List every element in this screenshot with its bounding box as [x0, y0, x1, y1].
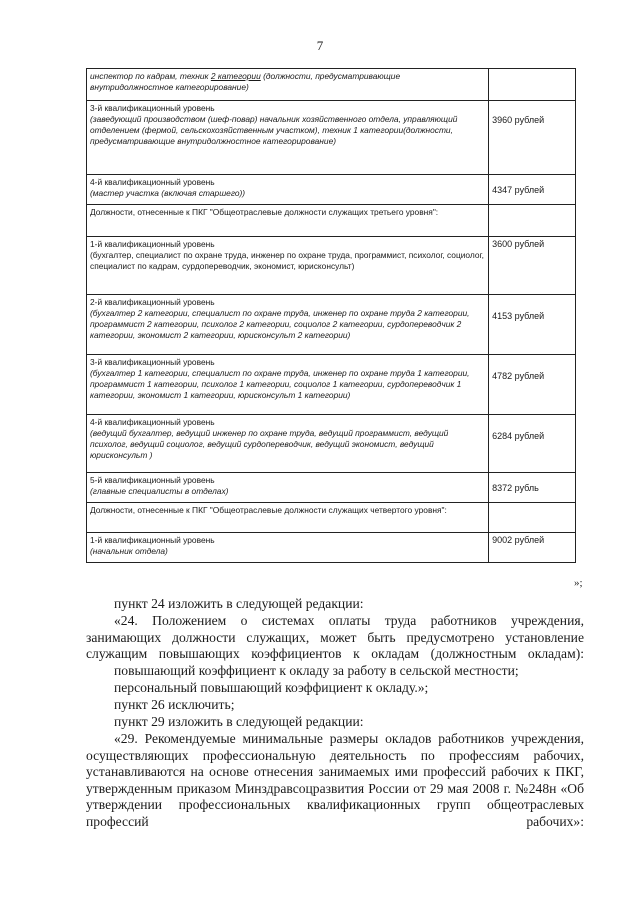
positions-text: (ведущий бухгалтер, ведущий инженер по охране труда, ведущий программист, ведущий психолог, ведущий социолог, ведущий сурдопереводчик, ведущий экономист, ведущий юрисконсульт ) [90, 428, 449, 461]
table-row [87, 415, 576, 473]
paragraph-coef-rural: повышающий коэффициент к окладу за работу в сельской местности; [114, 663, 519, 678]
salary-cell [489, 237, 576, 295]
salary-cell [489, 473, 576, 503]
salary-cell [489, 415, 576, 473]
qualification-level: 5-й квалификационный уровень [90, 475, 215, 485]
positions-list [90, 486, 485, 497]
table-row [87, 175, 576, 205]
salary-value: 9002 рублей [492, 535, 545, 545]
position-cell [87, 237, 489, 295]
positions-text: (мастер участка (включая старшего)) [90, 188, 246, 199]
salary-value: 3600 рублей [492, 239, 545, 249]
positions-text: (бухгалтер, специалист по охране труда, инженер по охране труда, программист, психолог, социолог, специалист по кадрам, сурдопереводчик, экономист, юрисконсульт) [90, 250, 484, 272]
position-cell [87, 295, 489, 355]
position-cell [87, 175, 489, 205]
positions-text: инспектор по кадрам, техник [90, 71, 211, 81]
salary-value: 4782 рублей [492, 371, 545, 381]
qualification-level: 3-й квалификационный уровень [90, 103, 215, 113]
paragraph-point-29-body: «29. Рекомендуемые минимальные размеры окладов работников учреждения, осуществляющих профессиональную деятельность по профессиям рабочих, устанавливаются на основе отнесения занимаемых ими профессий рабочих к ПКГ, утвержденным приказом Минздравсоцразвития России от 29 мая 2008 г. №248н «Об утверждении профессиональных квалификационных групп общеотраслевых профессий рабочих»: [86, 731, 584, 829]
positions-text: (заведующий производством (шеф-повар) начальник хозяйственного отдела, управляющий отделением (фермой, сельскохозяйственным участком), техник 1 категории(должности, предусматривающие внутридолжностное категорирование) [90, 114, 458, 147]
position-cell [87, 533, 489, 563]
table-row [87, 237, 576, 295]
positions-list [90, 188, 485, 199]
positions-list [90, 368, 485, 401]
position-cell [87, 355, 489, 415]
positions-list [90, 250, 485, 272]
position-cell [87, 473, 489, 503]
salary-value: 4153 рублей [492, 311, 545, 321]
qualification-level: 4-й квалификационный уровень [90, 177, 215, 187]
table-row [87, 101, 576, 175]
table-row [87, 473, 576, 503]
positions-list [90, 308, 485, 341]
salary-cell [489, 503, 576, 533]
salary-value: 4347 рублей [492, 185, 545, 195]
table-row [87, 295, 576, 355]
page-number: 7 [316, 38, 324, 53]
salary-value: 3960 рублей [492, 115, 545, 125]
paragraph-coef-personal: персональный повышающий коэффициент к окладу.»; [114, 680, 429, 695]
salary-cell [489, 533, 576, 563]
group-heading: Должности, отнесенные к ПКГ "Общеотраслевые должности служащих третьего уровня": [90, 207, 439, 217]
table-row [87, 533, 576, 563]
group-heading: Должности, отнесенные к ПКГ "Общеотраслевые должности служащих четвертого уровня": [90, 505, 447, 515]
closing-quote: »; [574, 577, 583, 589]
position-cell [87, 415, 489, 473]
table-row [87, 503, 576, 533]
table-row [87, 355, 576, 415]
table-row [87, 69, 576, 101]
paragraph-point-24-intro: пункт 24 изложить в следующей редакции: [114, 596, 364, 611]
positions-list [90, 71, 485, 93]
positions-text: (бухгалтер 2 категории, специалист по охране труда, инженер по охране труда 2 категории, программист 2 категории, психолог 2 категории, социолог 2 категории, сурдопереводчик 2 категории, экономист 2 категории, юрисконсульт 2 категории) [90, 308, 470, 341]
salary-cell [489, 69, 576, 101]
table-row [87, 205, 576, 237]
underlined-text: 2 категории [210, 71, 261, 81]
qualification-level: 3-й квалификационный уровень [90, 357, 215, 367]
salary-cell [489, 101, 576, 175]
positions-text: (бухгалтер 1 категории, специалист по охране труда, инженер по охране труда 1 категории, программист 1 категории, психолог 1 категории, социолог 1 категории, сурдопереводчик 1 категории, экономист 1 категории, юрисконсульт 1 категории) [90, 368, 470, 401]
salary-table [86, 68, 576, 563]
paragraph-point-29-intro: пункт 29 изложить в следующей редакции: [114, 714, 364, 729]
salary-cell [489, 175, 576, 205]
paragraph-point-24-body: «24. Положением о системах оплаты труда работников учреждения, занимающих должности служащих, может быть предусмотрено установление служащим повышающих коэффициентов к окладам (должностным окладам): [86, 613, 584, 662]
positions-list [90, 546, 485, 557]
paragraph-point-26: пункт 26 исключить; [114, 697, 235, 712]
position-cell [87, 205, 489, 237]
position-cell [87, 503, 489, 533]
salary-value: 6284 рублей [492, 431, 545, 441]
salary-value: 8372 рубль [492, 483, 539, 493]
positions-text: (главные специалисты в отделах) [90, 486, 229, 497]
position-cell [87, 69, 489, 101]
salary-cell [489, 205, 576, 237]
positions-list [90, 114, 485, 147]
qualification-level: 4-й квалификационный уровень [90, 417, 215, 427]
qualification-level: 2-й квалификационный уровень [90, 297, 215, 307]
qualification-level: 1-й квалификационный уровень [90, 239, 215, 249]
position-cell [87, 101, 489, 175]
qualification-level: 1-й квалификационный уровень [90, 535, 215, 545]
salary-cell [489, 355, 576, 415]
positions-list [90, 428, 485, 461]
salary-cell [489, 295, 576, 355]
positions-text-suffix: (должности, предусматривающие внутридолжностное категорирование) [90, 71, 401, 93]
positions-text: (начальник отдела) [90, 546, 168, 557]
